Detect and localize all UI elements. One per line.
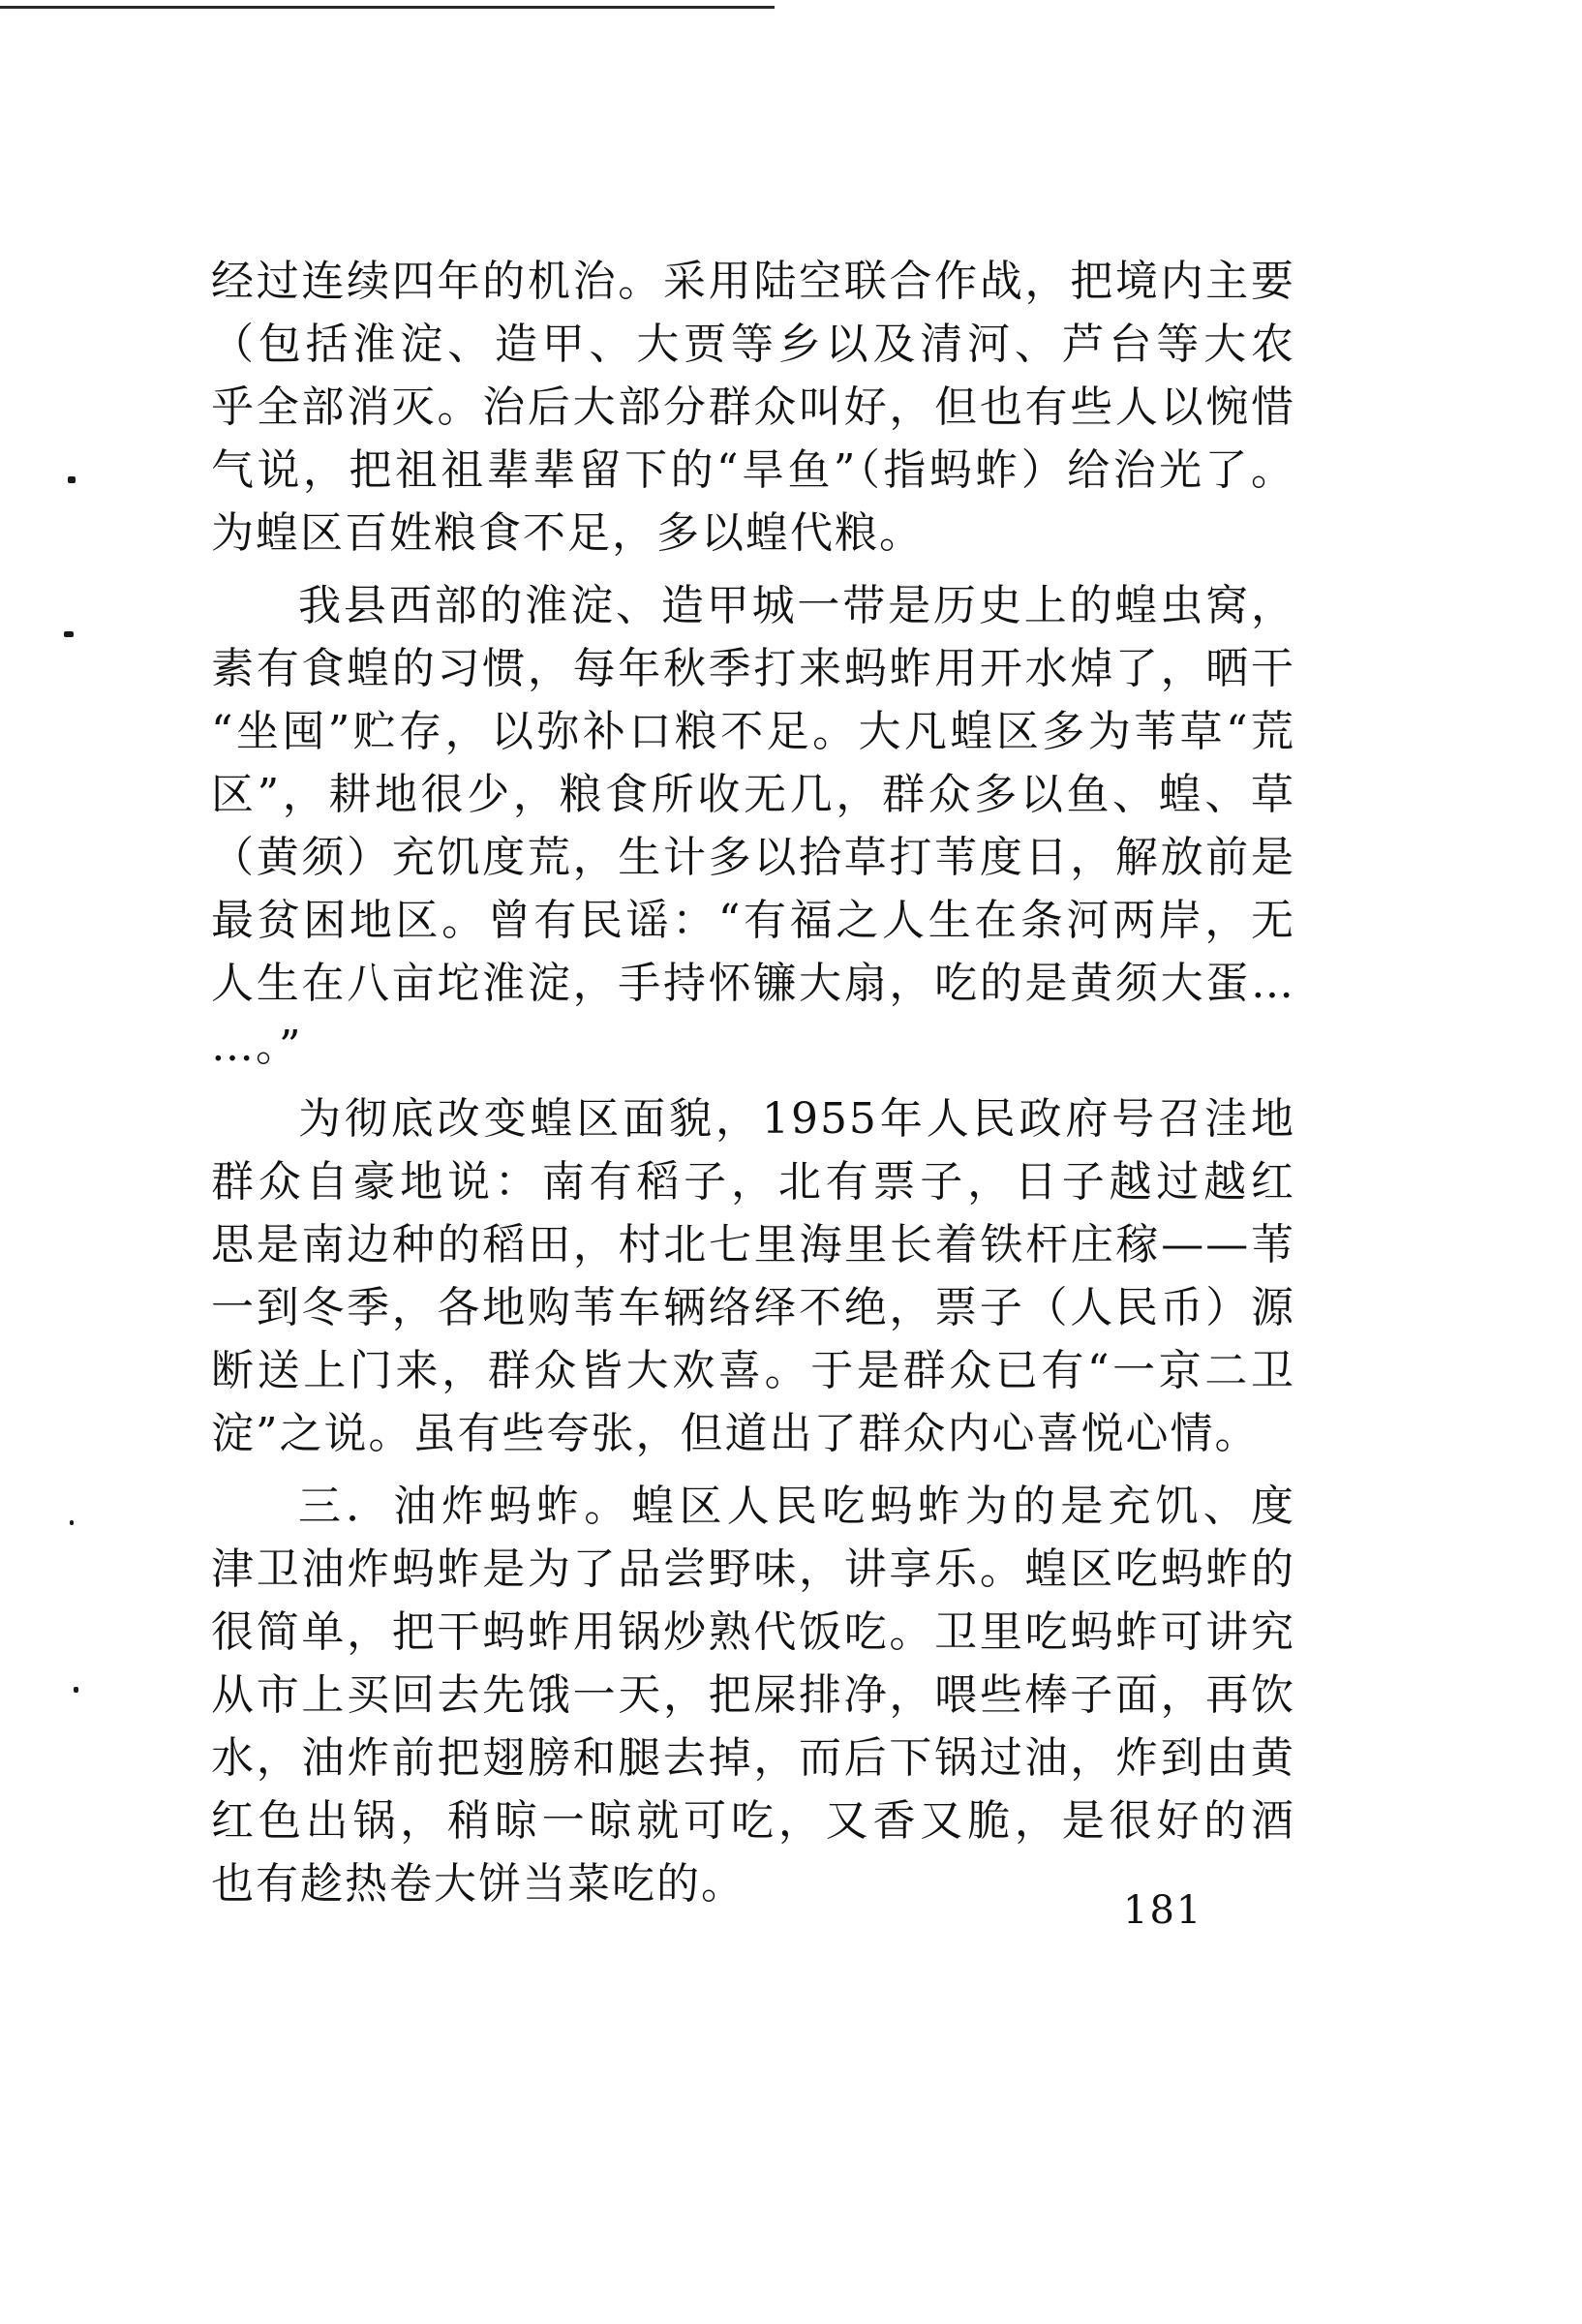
text-line: 为彻底改变蝗区面貌，1955年人民政府号召洼地	[298, 1094, 1295, 1144]
text-line: 为蝗区百姓粮食不足，多以蝗代粮。	[211, 508, 924, 558]
scan-speck	[64, 631, 74, 637]
text-line: …。”	[211, 1022, 303, 1071]
body-text	[211, 250, 1295, 1915]
text-line: 一到冬季，各地购苇车辆络绎不绝，票子（人民币）源	[211, 1283, 1295, 1332]
text-line: 断送上门来，群众皆大欢喜。于是群众已有“一京二卫	[211, 1346, 1295, 1395]
scan-speck	[68, 476, 76, 483]
top-rule	[0, 6, 775, 9]
text-line: 也有趁热卷大饼当菜吃的。	[211, 1859, 745, 1909]
paragraph-gap	[211, 1465, 1295, 1475]
text-line: 气说，把祖祖辈辈留下的“旱鱼”（指蚂蚱）给治光了。	[211, 445, 1295, 495]
scan-speck	[70, 1520, 74, 1525]
text-line: 思是南边种的稻田，村北七里海里长着铁杆庄稼——苇	[211, 1220, 1295, 1269]
text-line: 群众自豪地说：南有稻子，北有票子，日子越过越红	[211, 1157, 1295, 1207]
text-line: 很简单，把干蚂蚱用锅炒熟代饭吃。卫里吃蚂蚱可讲究	[211, 1607, 1295, 1657]
paragraph	[211, 250, 1295, 565]
paragraph-gap	[211, 565, 1295, 574]
paragraph	[211, 1087, 1295, 1465]
text-line: 津卫油炸蚂蚱是为了品尝野味，讲享乐。蝗区吃蚂蚱的	[211, 1544, 1295, 1594]
text-line: 最贫困地区。曾有民谣：“有福之人生在条河两岸，无	[211, 896, 1295, 945]
text-line: 区”，耕地很少，粮食所收无几，群众多以鱼、蝗、草	[211, 770, 1295, 819]
paragraph	[211, 574, 1295, 1078]
scan-speck	[74, 1687, 78, 1693]
text-line: 乎全部消灭。治后大部分群众叫好，但也有些人以惋惜	[211, 382, 1295, 432]
text-line: 从市上买回去先饿一天，把屎排净，喂些棒子面，再饮	[211, 1670, 1295, 1720]
text-line: 素有食蝗的习惯，每年秋季打来蚂蚱用开水焯了，晒干	[211, 644, 1295, 693]
paragraph	[211, 1475, 1295, 1915]
paragraph-gap	[211, 1078, 1295, 1087]
text-line: 淀”之说。虽有些夸张，但道出了群众内心喜悦心情。	[211, 1409, 1260, 1458]
text-line: 水，油炸前把翅膀和腿去掉，而后下锅过油，炸到由黄	[211, 1733, 1295, 1783]
text-line: 红色出锅，稍晾一晾就可吃，又香又脆，是很好的酒	[211, 1796, 1295, 1846]
text-line: 人生在八亩坨淮淀，手持怀镰大扇，吃的是黄须大蛋…	[211, 959, 1295, 1008]
text-line: （黄须）充饥度荒，生计多以拾草打苇度日，解放前是	[211, 833, 1295, 882]
page-number: 181	[1123, 1888, 1203, 1933]
text-line: 经过连续四年的机治。采用陆空联合作战，把境内主要	[211, 257, 1295, 306]
text-line: “坐囤”贮存，以弥补口粮不足。大凡蝗区多为苇草“荒	[211, 707, 1295, 756]
text-line: 三．油炸蚂蚱。蝗区人民吃蚂蚱为的是充饥、度	[298, 1482, 1295, 1531]
text-line: 我县西部的淮淀、造甲城一带是历史上的蝗虫窝，	[298, 581, 1295, 630]
text-line: （包括淮淀、造甲、大贾等乡以及清河、芦台等大农	[211, 320, 1295, 369]
